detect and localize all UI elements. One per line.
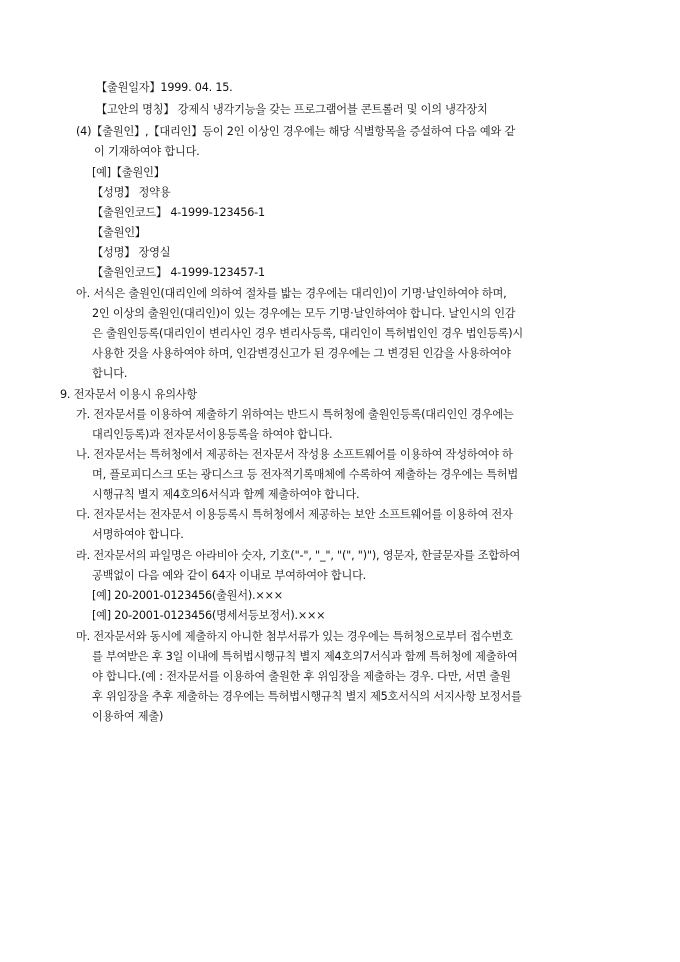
item-ma-line-4: 후 위임장을 추후 제출하는 경우에는 특허법시행규칙 별지 제5호서식의 서지사항 보정서를 — [92, 690, 522, 703]
example-applicant-2: 【출원인】 — [92, 226, 146, 239]
item-ma-line-1: 마. 전자문서와 동시에 제출하지 아니한 첨부서류가 있는 경우에는 특허청으로부터 접수번호 — [76, 630, 513, 643]
item-ra-line-2: 공백없이 다음 예와 같이 64자 이내로 부여하여야 합니다. — [92, 569, 367, 582]
item-da-line-1: 다. 전자문서는 전자문서 이용등록시 특허청에서 제공하는 보안 소프트웨어를 이용하여 전자 — [76, 508, 513, 521]
item-na-line-1: 나. 전자문서는 특허청에서 제공하는 전자문서 작성용 소프트웨어를 이용하여 작성하여야 하 — [76, 448, 513, 461]
item-a-line-4: 사용한 것을 사용하여야 하며, 인감변경신고가 된 경우에는 그 변경된 인감을 사용하여야 — [92, 347, 511, 360]
item-a-line-2: 2인 이상의 출원인(대리인)이 있는 경우에는 모두 기명·날인하여야 합니다. 날인시의 인감 — [92, 307, 516, 320]
item-a-line-3: 은 출원인등록(대리인이 변리사인 경우 변리사등록, 대리인이 특허법인인 경우 법인등록)시 — [92, 327, 524, 340]
device-title-line: 【고안의 명칭】 강제식 냉각기능을 갖는 프로그램어블 콘트롤러 및 이의 냉각장치 — [96, 103, 488, 116]
item-da-line-2: 서명하여야 합니다. — [92, 528, 184, 541]
item-ma-line-2: 를 부여받은 후 3일 이내에 특허법시행규칙 별지 제4호의7서식과 함께 특허청에 제출하여 — [92, 650, 518, 663]
section-4-line-1: (4)【출원인】,【대리인】등이 2인 이상인 경우에는 해당 식별항목을 증설하여 다음 예와 같 — [76, 125, 516, 138]
example-name-1: 【성명】 정약용 — [92, 186, 171, 199]
example-code-1: 【출원인코드】 4-1999-123456-1 — [92, 206, 265, 219]
item-na-line-3: 시행규칙 별지 제4호의6서식과 함께 제출하여야 합니다. — [92, 488, 360, 501]
item-ga-line-2: 대리인등록)과 전자문서이용등록을 하여야 합니다. — [92, 428, 333, 441]
example-code-2: 【출원인코드】 4-1999-123457-1 — [92, 266, 265, 279]
item-ma-line-3: 야 합니다.(예 : 전자문서를 이용하여 출원한 후 위임장을 제출하는 경우. 다만, 서면 출원 — [92, 670, 511, 683]
item-a-line-5: 합니다. — [92, 367, 128, 380]
section-9-heading: 9. 전자문서 이용시 유의사항 — [60, 388, 198, 401]
item-ra-example-2: [예] 20-2001-0123456(명세서등보정서).××× — [92, 609, 326, 622]
section-4-line-2: 이 기재하여야 합니다. — [94, 145, 200, 158]
item-ra-example-1: [예] 20-2001-0123456(출원서).××× — [92, 589, 283, 602]
item-ra-line-1: 라. 전자문서의 파일명은 아라비아 숫자, 기호("-", "_", "(", ")"), 영문자, 한글문자를 조합하여 — [76, 549, 521, 562]
filing-date-line: 【출원일자】1999. 04. 15. — [96, 81, 233, 94]
item-ma-line-5: 이용하여 제출) — [92, 710, 164, 723]
example-name-2: 【성명】 장영실 — [92, 246, 171, 259]
item-ga-line-1: 가. 전자문서를 이용하여 제출하기 위하여는 반드시 특허청에 출원인등록(대리인인 경우에는 — [76, 408, 514, 421]
item-na-line-2: 며, 플로피디스크 또는 광디스크 등 전자적기록매체에 수록하여 제출하는 경우에는 특허법 — [92, 468, 519, 481]
example-applicant-1: [예]【출원인】 — [92, 166, 165, 179]
item-a-line-1: 아. 서식은 출원인(대리인에 의하여 절차를 밟는 경우에는 대리인)이 기명·날인하여야 하며, — [76, 287, 507, 300]
